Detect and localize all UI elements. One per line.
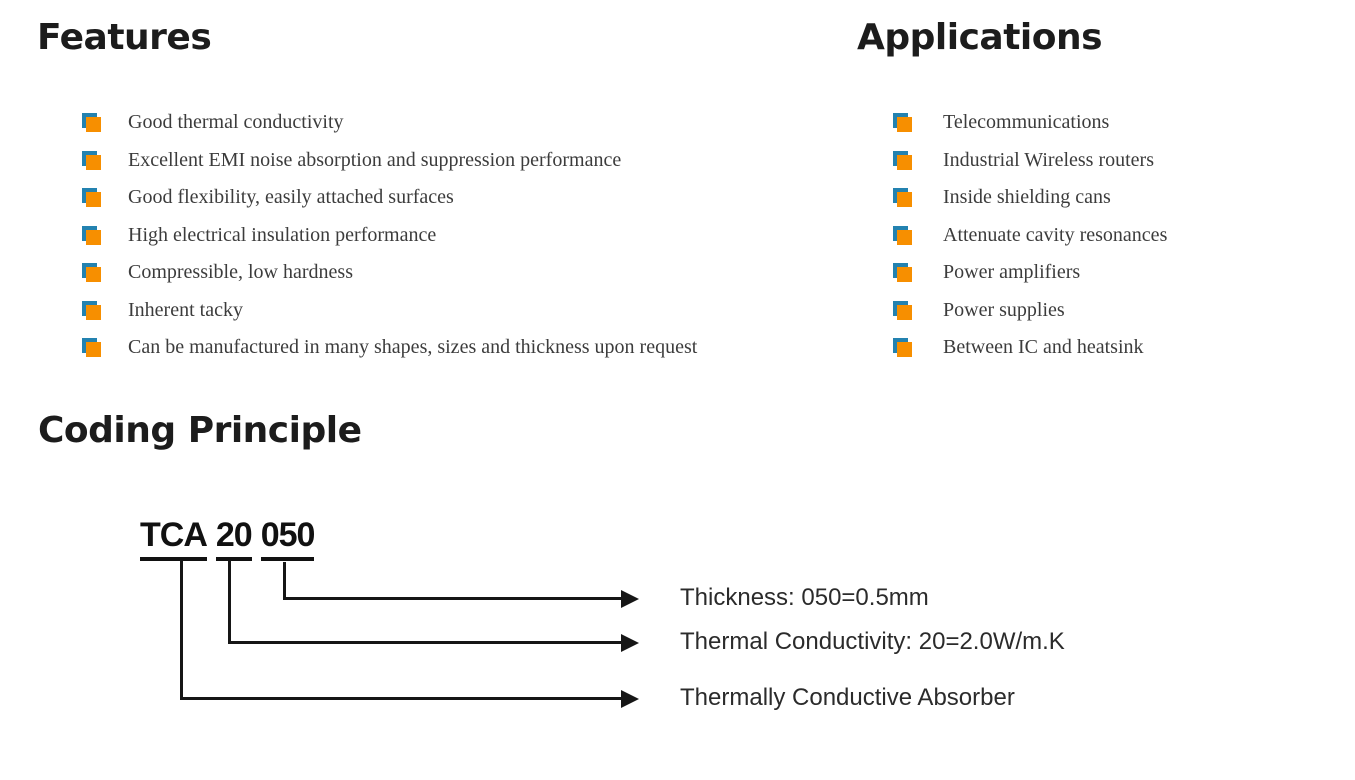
applications-list bbox=[893, 104, 1167, 367]
bullet-square-icon bbox=[82, 301, 101, 320]
arrow-right-icon bbox=[621, 690, 639, 708]
application-item-label: Inside shielding cans bbox=[943, 186, 1111, 209]
feature-item-label: Good flexibility, easily attached surfaces bbox=[128, 186, 454, 209]
feature-item-label: Compressible, low hardness bbox=[128, 261, 353, 284]
bullet-square-icon bbox=[893, 301, 912, 320]
feature-item-label: Excellent EMI noise absorption and suppression performance bbox=[128, 148, 622, 171]
feature-item-label: Inherent tacky bbox=[128, 298, 243, 321]
features-heading: Features bbox=[37, 17, 212, 58]
feature-item-label: High electrical insulation performance bbox=[128, 223, 437, 246]
list-item bbox=[82, 142, 697, 180]
list-item bbox=[82, 179, 697, 217]
connector-line bbox=[180, 697, 621, 700]
feature-item-label: Can be manufactured in many shapes, sizes and thickness upon request bbox=[128, 336, 698, 359]
connector-line bbox=[283, 597, 621, 600]
list-item bbox=[893, 179, 1167, 217]
arrow-right-icon bbox=[621, 590, 639, 608]
connector-line bbox=[228, 560, 231, 644]
list-item bbox=[82, 217, 697, 255]
list-item bbox=[893, 217, 1167, 255]
application-item-label: Telecommunications bbox=[943, 111, 1110, 134]
bullet-square-icon bbox=[82, 188, 101, 207]
coding-principle-heading: Coding Principle bbox=[38, 410, 362, 451]
list-item bbox=[82, 104, 697, 142]
connector-line bbox=[180, 560, 183, 700]
list-item bbox=[82, 292, 697, 330]
list-item bbox=[893, 142, 1167, 180]
bullet-square-icon bbox=[82, 113, 101, 132]
list-item bbox=[893, 292, 1167, 330]
application-item-label: Power supplies bbox=[943, 298, 1065, 321]
arrow-right-icon bbox=[621, 634, 639, 652]
application-item-label: Industrial Wireless routers bbox=[943, 148, 1154, 171]
application-item-label: Attenuate cavity resonances bbox=[943, 223, 1168, 246]
thickness-label: Thickness: 050=0.5mm bbox=[680, 584, 929, 611]
connector-line bbox=[228, 641, 621, 644]
bullet-square-icon bbox=[82, 151, 101, 170]
bullet-square-icon bbox=[893, 338, 912, 357]
bullet-square-icon bbox=[893, 151, 912, 170]
bullet-square-icon bbox=[82, 226, 101, 245]
bullet-square-icon bbox=[82, 338, 101, 357]
code-segment-thickness: 050 bbox=[261, 516, 315, 561]
bullet-square-icon bbox=[893, 263, 912, 282]
features-list bbox=[82, 104, 697, 367]
application-item-label: Between IC and heatsink bbox=[943, 336, 1144, 359]
thermal-conductivity-label: Thermal Conductivity: 20=2.0W/m.K bbox=[680, 628, 1065, 655]
list-item bbox=[893, 254, 1167, 292]
bullet-square-icon bbox=[893, 113, 912, 132]
code-segment-conductivity: 20 bbox=[216, 516, 252, 561]
bullet-square-icon bbox=[82, 263, 101, 282]
feature-item-label: Good thermal conductivity bbox=[128, 111, 344, 134]
bullet-square-icon bbox=[893, 188, 912, 207]
applications-heading: Applications bbox=[857, 17, 1103, 58]
application-item-label: Power amplifiers bbox=[943, 261, 1081, 284]
list-item bbox=[82, 329, 697, 367]
connector-line bbox=[283, 562, 286, 600]
bullet-square-icon bbox=[893, 226, 912, 245]
product-code bbox=[140, 516, 314, 561]
absorber-label: Thermally Conductive Absorber bbox=[680, 684, 1015, 711]
list-item bbox=[893, 329, 1167, 367]
code-segment-series: TCA bbox=[140, 516, 207, 561]
list-item bbox=[893, 104, 1167, 142]
list-item bbox=[82, 254, 697, 292]
